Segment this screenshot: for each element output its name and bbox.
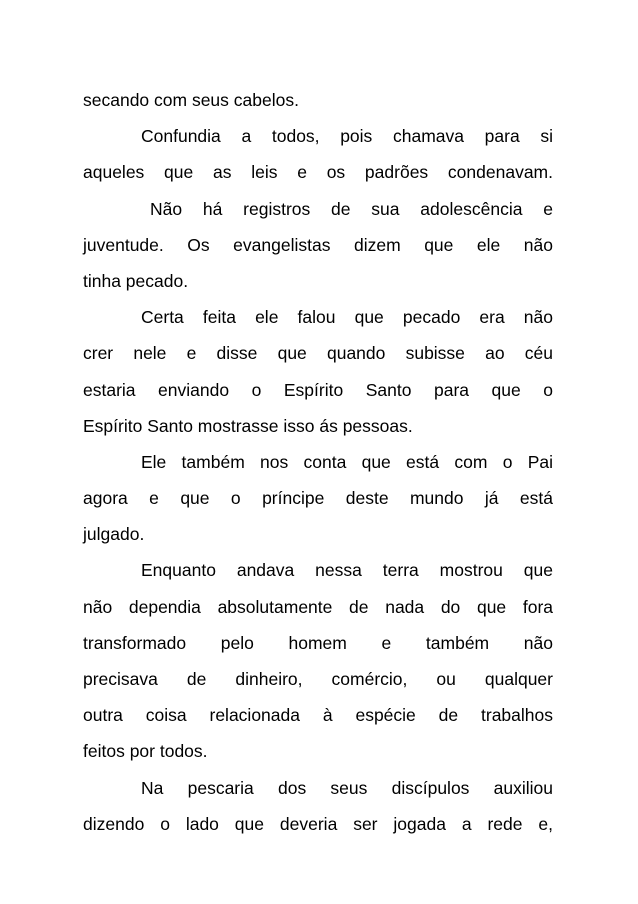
text-line: Não há registros de sua adolescência e [150,198,553,219]
text-line: não dependia absolutamente de nada do que fora [83,596,553,617]
text-line: Enquanto andava nessa terra mostrou que [141,560,553,581]
text-line: dizendo o lado que deveria ser jogada a rede e, [83,813,553,834]
text-line: tinha pecado. [83,270,189,291]
text-line: transformado pelo homem e também não [83,632,553,653]
text-line: crer nele e disse que quando subisse ao céu [83,343,553,364]
text-line: Espírito Santo mostrasse isso ás pessoas. [83,415,413,436]
text-line: juventude. Os evangelistas dizem que ele não [83,234,553,255]
text-line: julgado. [83,524,145,545]
body-text [83,82,553,842]
text-line: outra coisa relacionada à espécie de trabalhos [83,705,553,726]
text-line: secando com seus cabelos. [83,90,299,110]
text-line: feitos por todos. [83,741,208,762]
text-line: Confundia a todos, pois chamava para si [141,126,553,147]
text-line: agora e que o príncipe deste mundo já está [83,488,553,509]
text-line: aqueles que as leis e os padrões condenavam. [83,162,553,183]
text-line: Certa feita ele falou que pecado era não [141,307,553,328]
text-line: Ele também nos conta que está com o Pai [141,451,553,472]
text-line: precisava de dinheiro, comércio, ou qualquer [83,669,553,689]
text-line: estaria enviando o Espírito Santo para que o [83,379,553,400]
text-line: Na pescaria dos seus discípulos auxiliou [141,777,553,798]
